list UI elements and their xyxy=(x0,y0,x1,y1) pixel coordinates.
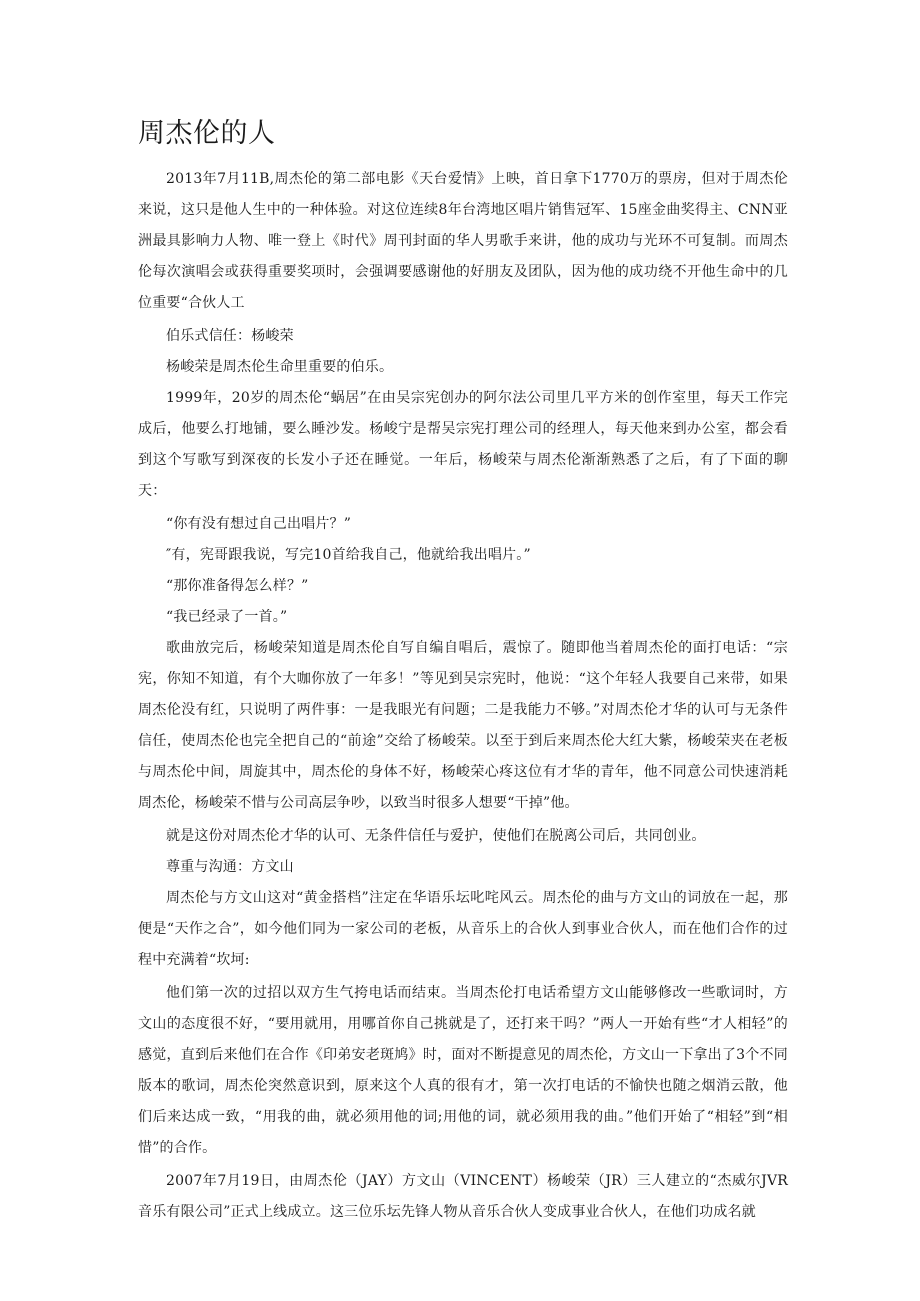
dialogue-line-2: ″有，宪哥跟我说，写完10首给我自己，他就给我出唱片。” xyxy=(166,547,531,563)
paragraph-1999: 1999年，20岁的周杰伦“蜗居”在由吴宗宪创办的阿尔法公司里几平方米的创作室里，每天工作完成后，他要么打地铺，要么睡沙发。杨峻宁是帮吴宗宪打理公司的经理人，每天他来到办公室，都会看到这个写歌写到深夜的长发小子还在睡觉。一年后，杨峻荣与周杰伦渐渐熟悉了之后，有了下面的聊天： xyxy=(138,390,788,499)
dialogue-line-3: “那你准备得怎么样？” xyxy=(166,578,309,594)
dialogue-line-1: “你有没有想过自己出唱片？” xyxy=(166,516,352,532)
paragraph-first-encounter: 他们第一次的过招以双方生气挎电话而结束。当周杰伦打电话希望方文山能够修改一些歌词时，方文山的态度很不好，“要用就用，用哪首你自己挑就是了，还打来干吗？”两人一开始有些“才人相轻”的感觉，直到后来他们在合作《印弟安老斑鸠》时，面对不断提意见的周杰伦，方文山一下拿出了3个不同版本的歌词，周杰伦突然意识到，原来这个人真的很有才，第一次打电话的不愉快也随之烟消云散，他们后来达成一致，“用我的曲，就必须用他的词;用他的词，就必须用我的曲。”他们开始了“相轻”到“相惜”的合作。 xyxy=(138,985,788,1156)
paragraph-jvr-founding: 2007年7月19日，由周杰伦（JAY）方文山（VINCENT）杨峻荣（JR）三人建立的“杰威尔JVR音乐有限公司”正式上线成立。这三位乐坛先锋人物从音乐合伙人变成事业合伙人，在他们功成名就 xyxy=(138,1173,788,1220)
paragraph-golden-partners: 周杰伦与方文山这对“黄金搭档”注定在华语乐坛叱咤风云。周杰伦的曲与方文山的词放在一起，那便是“天作之合”，如今他们同为一家公司的老板，从音乐上的合伙人到事业合伙人，而在他们合作的过程中充满着“坎坷: xyxy=(138,890,788,968)
section-heading-fang-wenshan: 尊重与沟通：方文山 xyxy=(166,859,294,875)
document-title: 周杰伦的人 xyxy=(138,118,276,149)
paragraph-trust-summary: 就是这份对周杰伦才华的认可、无条件信任与爱护，使他们在脱离公司后，共同创业。 xyxy=(166,828,706,844)
paragraph-intro: 2013年7月11B,周杰伦的第二部电影《天台爱情》上映，首日拿下1770万的票房，但对于周杰伦来说，这只是他人生中的一种体验。对这位连续8年台湾地区唱片销售冠军、15座金曲奖得主、CNN亚洲最具影响力人物、唯一登上《时代》周刊封面的华人男歌手来讲，他的成功与光环不可复制。而周杰伦每次演唱会或获得重要奖项时，会强调要感谢他的好朋友及团队，因为他的成功绕不开他生命中的几位重要“合伙人工 xyxy=(138,171,788,311)
paragraph-phone-call: 歌曲放完后，杨峻荣知道是周杰伦自写自编自唱后，震惊了。随即他当着周杰伦的面打电话：“宗宪，你知不知道，有个大咖你放了一年多！”等见到吴宗宪时，他说：“这个年轻人我要自己来带，如果周杰伦没有红，只说明了两件事：一是我眼光有问题；二是我能力不够。”对周杰伦才华的认可与无条件信任，使周杰伦也完全把自己的“前途”交给了杨峻荣。以至于到后来周杰伦大红大紫，杨峻荣夹在老板与周杰伦中间，周旋其中，周杰伦的身体不好，杨峻荣心疼这位有才华的青年，他不同意公司快速消耗周杰伦，杨峻荣不惜与公司高层争吵，以致当时很多人想要“干掉”他。 xyxy=(138,640,788,811)
document-page xyxy=(138,112,788,1230)
dialogue-line-4: “我已经录了一首。” xyxy=(166,609,288,625)
section-heading-yang-junrong: 伯乐式信任：杨峻荣 xyxy=(166,328,294,344)
paragraph-yang-bole: 杨峻荣是周杰伦生命里重要的伯乐。 xyxy=(166,359,394,375)
